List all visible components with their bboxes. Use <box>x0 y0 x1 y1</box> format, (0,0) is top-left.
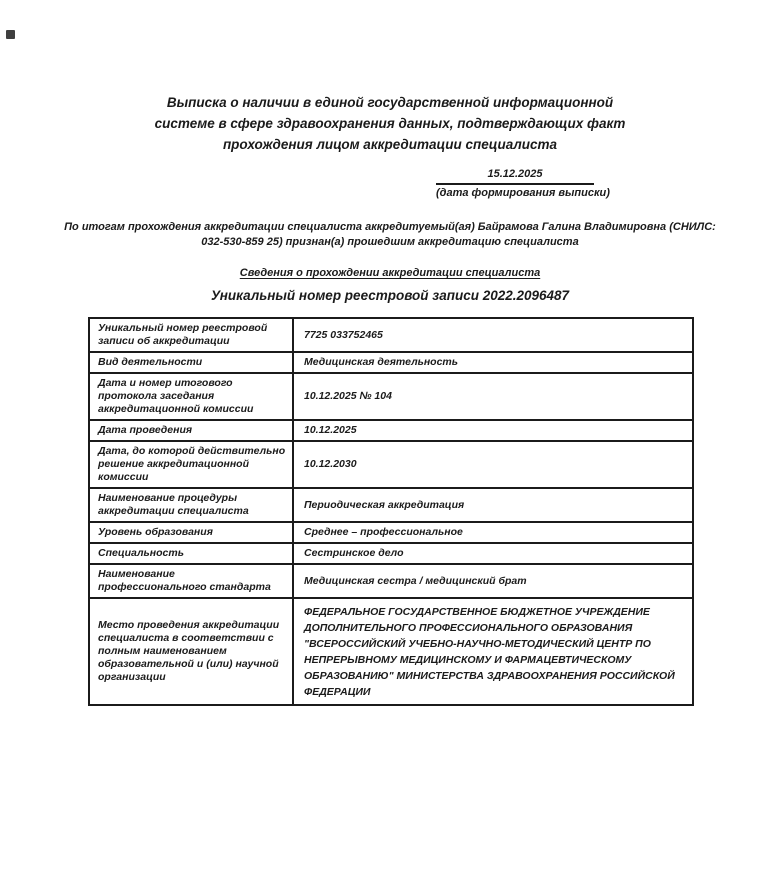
row-label: Специальность <box>89 543 293 564</box>
row-value: 10.12.2025 <box>293 420 693 441</box>
row-label: Уровень образования <box>89 522 293 543</box>
table-row <box>89 488 693 522</box>
row-value: 10.12.2030 <box>293 441 693 488</box>
row-value: ФЕДЕРАЛЬНОЕ ГОСУДАРСТВЕННОЕ БЮДЖЕТНОЕ УЧРЕЖДЕНИЕ ДОПОЛНИТЕЛЬНОГО ПРОФЕССИОНАЛЬНОГО ОБРАЗОВАНИЯ "ВСЕРОССИЙСКИЙ УЧЕБНО-НАУЧНО-МЕТОДИЧЕСКИЙ ЦЕНТР ПО НЕПРЕРЫВНОМУ МЕДИЦИНСКОМУ И ФАРМАЦЕВТИЧЕСКОМУ ОБРАЗОВАНИЮ" МИНИСТЕРСТВА ЗДРАВООХРАНЕНИЯ РОССИЙСКОЙ ФЕДЕРАЦИИ <box>293 598 693 705</box>
row-label: Уникальный номер реестровой записи об аккредитации <box>89 318 293 352</box>
extract-date: 15.12.2025 <box>436 167 594 185</box>
table-row <box>89 352 693 373</box>
table-row <box>89 543 693 564</box>
table-row <box>89 522 693 543</box>
row-label: Вид деятельности <box>89 352 293 373</box>
row-label: Наименование процедуры аккредитации специалиста <box>89 488 293 522</box>
row-value: Медицинская сестра / медицинский брат <box>293 564 693 598</box>
row-label: Дата и номер итогового протокола заседания аккредитационной комиссии <box>89 373 293 420</box>
row-label: Дата, до которой действительно решение аккредитационной комиссии <box>89 441 293 488</box>
row-value: Среднее – профессиональное <box>293 522 693 543</box>
table-row <box>89 373 693 420</box>
accreditation-result-line-1: По итогам прохождения аккредитации специалиста аккредитуемый(ая) Байрамова Галина Владимировна (СНИЛС: <box>64 221 716 233</box>
accreditation-result-line-2: 032-530-859 25) признан(а) прошедшим аккредитацию специалиста <box>201 236 579 248</box>
registry-record-heading: Уникальный номер реестровой записи 2022.2096487 <box>210 288 570 303</box>
table-row <box>89 318 693 352</box>
document-title <box>40 92 740 155</box>
table-row <box>89 441 693 488</box>
document-title-line-3: прохождения лицом аккредитации специалиста <box>222 137 558 152</box>
table-row <box>89 598 693 705</box>
row-value: 7725 033752465 <box>293 318 693 352</box>
row-value: Медицинская деятельность <box>293 352 693 373</box>
row-label: Место проведения аккредитации специалиста в соответствии с полным наименованием образовательной и (или) научной организации <box>89 598 293 705</box>
extract-date-block <box>436 167 610 200</box>
row-label: Наименование профессионального стандарта <box>89 564 293 598</box>
document-title-line-1: Выписка о наличии в единой государственной информационной <box>166 95 614 110</box>
row-value: Сестринское дело <box>293 543 693 564</box>
row-label: Дата проведения <box>89 420 293 441</box>
row-value: Периодическая аккредитация <box>293 488 693 522</box>
table-row <box>89 564 693 598</box>
scan-artifact-mark <box>6 30 15 39</box>
document-title-line-2: системе в сфере здравоохранения данных, подтверждающих факт <box>154 116 626 131</box>
section-heading: Сведения о прохождении аккредитации специалиста <box>239 267 541 279</box>
row-value: 10.12.2025 № 104 <box>293 373 693 420</box>
table-row <box>89 420 693 441</box>
accreditation-result-paragraph <box>30 220 750 250</box>
accreditation-info-table <box>88 317 694 706</box>
extract-date-caption: (дата формирования выписки) <box>436 187 610 199</box>
